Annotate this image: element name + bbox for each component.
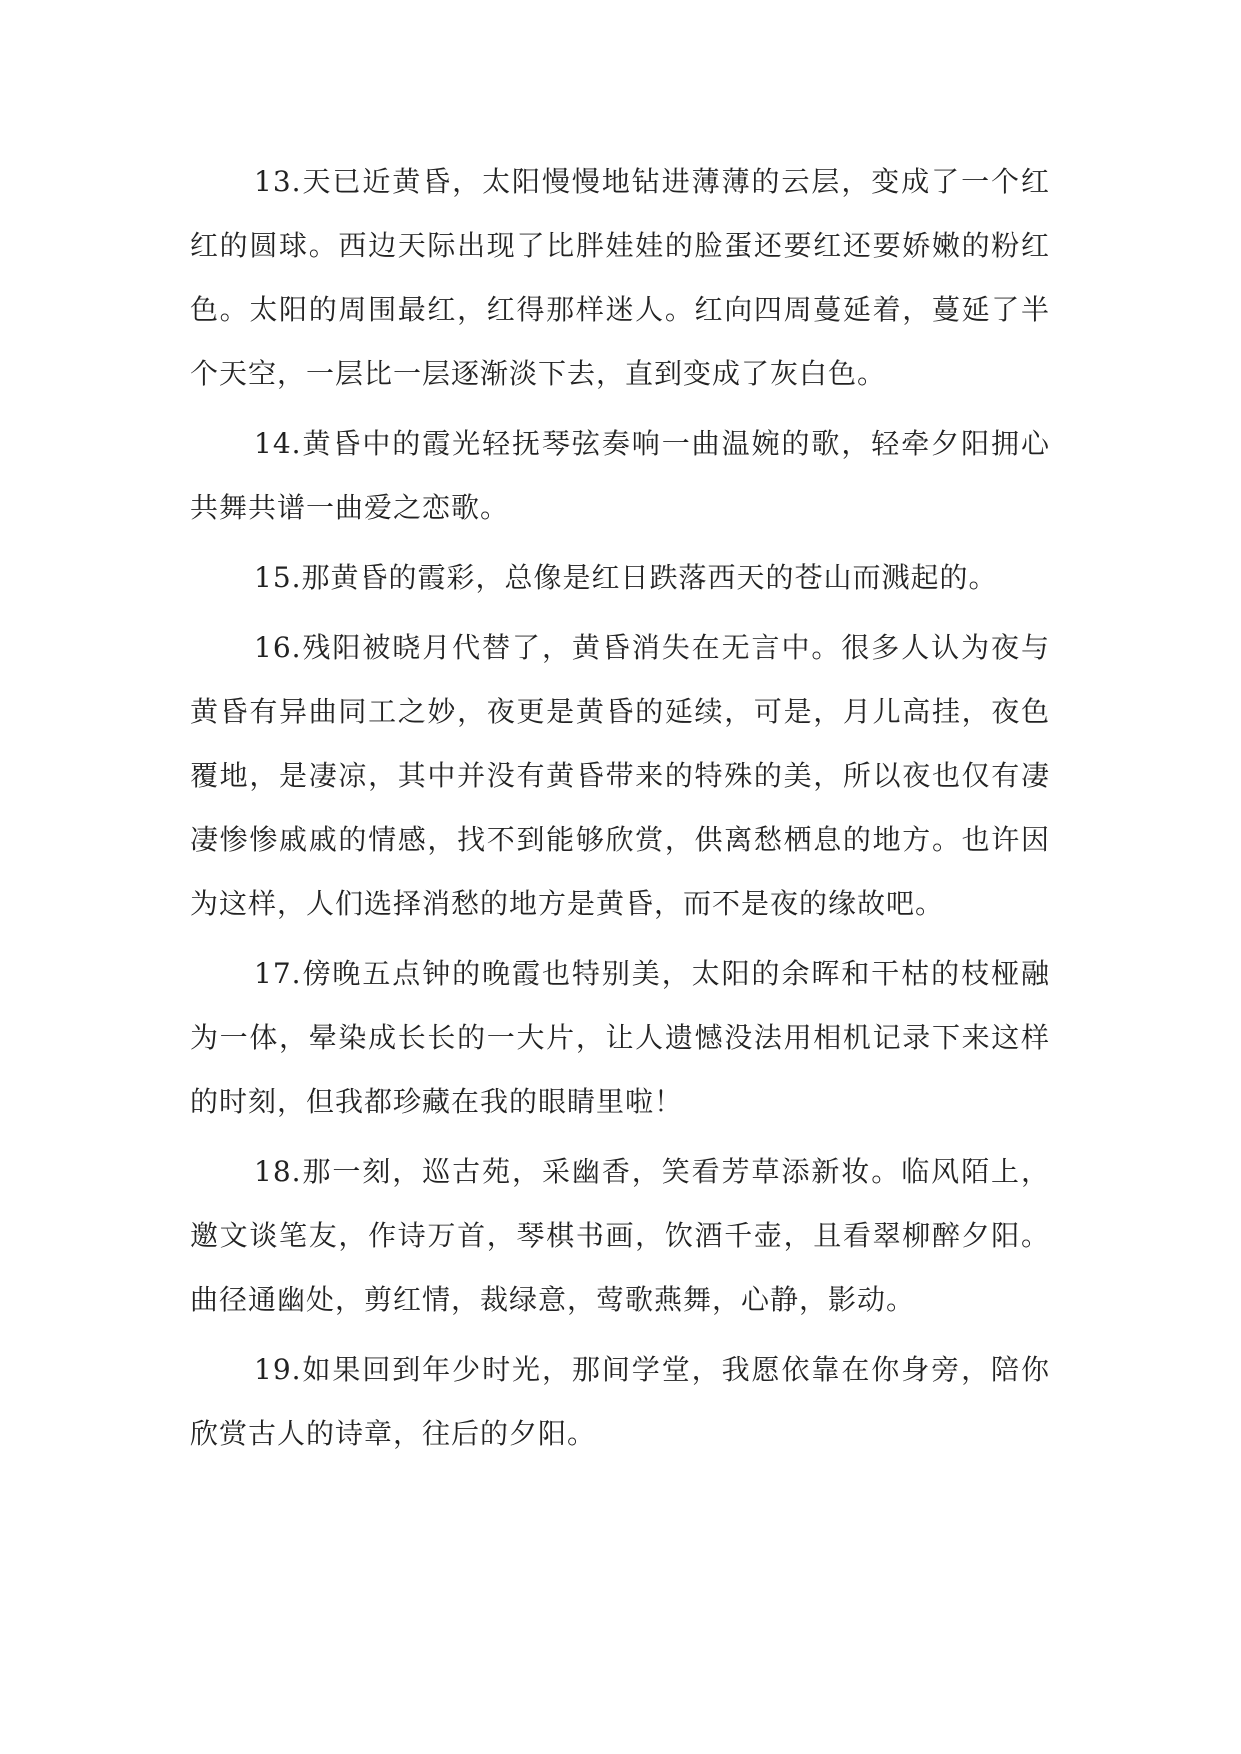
paragraph-18: 18.那一刻，巡古苑，采幽香，笑看芳草添新妆。临风陌上，邀文谈笔友，作诗万首，琴棋书画，饮酒千壶，且看翠柳醉夕阳。曲径通幽处，剪红情，裁绿意，莺歌燕舞，心静，影动。 — [190, 1155, 1050, 1316]
paragraph-16: 16.残阳被晓月代替了，黄昏消失在无言中。很多人认为夜与黄昏有异曲同工之妙，夜更是黄昏的延续，可是，月儿高挂，夜色覆地，是凄凉，其中并没有黄昏带来的特殊的美，所以夜也仅有凄凄惨惨戚戚的情感，找不到能够欣赏，供离愁栖息的地方。也许因为这样，人们选择消愁的地方是黄昏，而不是夜的缘故吧。 — [190, 631, 1050, 920]
paragraph-19: 19.如果回到年少时光，那间学堂，我愿依靠在你身旁，陪你欣赏古人的诗章，往后的夕阳。 — [190, 1353, 1050, 1450]
document-body — [190, 150, 1050, 1472]
paragraph-15: 15.那黄昏的霞彩，总像是红日跌落西天的苍山而溅起的。 — [254, 561, 998, 594]
paragraph-17: 17.傍晚五点钟的晚霞也特别美，太阳的余晖和干枯的枝桠融为一体，晕染成长长的一大片，让人遗憾没法用相机记录下来这样的时刻，但我都珍藏在我的眼睛里啦！ — [190, 957, 1050, 1118]
paragraph-13: 13.天已近黄昏，太阳慢慢地钻进薄薄的云层，变成了一个红红的圆球。西边天际出现了比胖娃娃的脸蛋还要红还要娇嫩的粉红色。太阳的周围最红，红得那样迷人。红向四周蔓延着，蔓延了半个天空，一层比一层逐渐淡下去，直到变成了灰白色。 — [190, 165, 1050, 390]
paragraph-14: 14.黄昏中的霞光轻抚琴弦奏响一曲温婉的歌，轻牵夕阳拥心共舞共谱一曲爱之恋歌。 — [190, 427, 1050, 524]
